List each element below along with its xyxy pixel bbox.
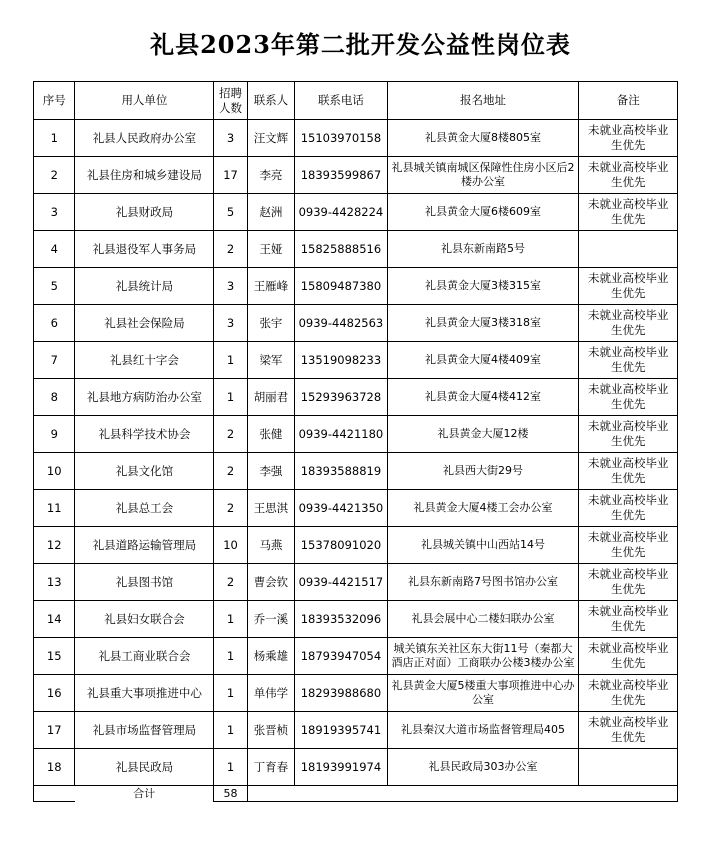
- cell-contact: 丁育春: [247, 749, 295, 786]
- cell-seq: 6: [34, 305, 75, 342]
- cell-seq: 17: [34, 712, 75, 749]
- cell-unit: 礼县红十字会: [75, 342, 214, 379]
- positions-table: [33, 81, 678, 802]
- cell-address: 礼县东新南路5号: [387, 231, 579, 268]
- cell-note: 未就业高校毕业生优先: [579, 638, 678, 675]
- cell-unit: 礼县社会保险局: [75, 305, 214, 342]
- table-row: [34, 490, 678, 527]
- cell-note: 未就业高校毕业生优先: [579, 564, 678, 601]
- cell-unit: 礼县妇女联合会: [75, 601, 214, 638]
- cell-unit: 礼县地方病防治办公室: [75, 379, 214, 416]
- cell-phone: 15378091020: [295, 527, 387, 564]
- table-row: [34, 379, 678, 416]
- table-row: [34, 638, 678, 675]
- table-row: [34, 305, 678, 342]
- cell-unit: 礼县文化馆: [75, 453, 214, 490]
- cell-contact: 张宇: [247, 305, 295, 342]
- cell-address: 礼县城关镇南城区保障性住房小区后2楼办公室: [387, 157, 579, 194]
- table-header-row: [34, 82, 678, 120]
- cell-count: 2: [214, 416, 247, 453]
- cell-contact: 李强: [247, 453, 295, 490]
- cell-seq: 12: [34, 527, 75, 564]
- cell-count: 10: [214, 527, 247, 564]
- cell-unit: 礼县总工会: [75, 490, 214, 527]
- cell-note: 未就业高校毕业生优先: [579, 712, 678, 749]
- cell-address: 礼县黄金大厦4楼工会办公室: [387, 490, 579, 527]
- cell-phone: 15825888516: [295, 231, 387, 268]
- cell-seq: 1: [34, 120, 75, 157]
- cell-address: 礼县秦汉大道市场监督管理局405: [387, 712, 579, 749]
- cell-contact: 汪文辉: [247, 120, 295, 157]
- cell-contact: 王雁峰: [247, 268, 295, 305]
- cell-note: 未就业高校毕业生优先: [579, 453, 678, 490]
- cell-seq: 9: [34, 416, 75, 453]
- cell-phone: 0939-4421350: [295, 490, 387, 527]
- cell-phone: 15103970158: [295, 120, 387, 157]
- cell-phone: 18193991974: [295, 749, 387, 786]
- table-row: [34, 564, 678, 601]
- cell-count: 3: [214, 305, 247, 342]
- cell-unit: 礼县重大事项推进中心: [75, 675, 214, 712]
- cell-phone: 15293963728: [295, 379, 387, 416]
- cell-address: 礼县黄金大厦3楼318室: [387, 305, 579, 342]
- cell-seq: 5: [34, 268, 75, 305]
- col-header-seq: 序号: [34, 82, 75, 120]
- cell-seq: 4: [34, 231, 75, 268]
- cell-note: 未就业高校毕业生优先: [579, 675, 678, 712]
- cell-unit: 礼县财政局: [75, 194, 214, 231]
- col-header-phone: 联系电话: [295, 82, 387, 120]
- cell-contact: 曹会钦: [247, 564, 295, 601]
- cell-phone: 18293988680: [295, 675, 387, 712]
- cell-seq: 2: [34, 157, 75, 194]
- cell-seq: 15: [34, 638, 75, 675]
- cell-unit: 礼县统计局: [75, 268, 214, 305]
- total-spacer: [387, 786, 579, 802]
- cell-address: 礼县西大街29号: [387, 453, 579, 490]
- table-row: [34, 749, 678, 786]
- cell-note: [579, 749, 678, 786]
- cell-count: 1: [214, 712, 247, 749]
- cell-contact: 乔一溪: [247, 601, 295, 638]
- cell-count: 1: [214, 675, 247, 712]
- cell-unit: 礼县退役军人事务局: [75, 231, 214, 268]
- cell-note: 未就业高校毕业生优先: [579, 268, 678, 305]
- cell-phone: 18393599867: [295, 157, 387, 194]
- cell-unit: 礼县工商业联合会: [75, 638, 214, 675]
- cell-count: 3: [214, 268, 247, 305]
- cell-seq: 14: [34, 601, 75, 638]
- cell-note: 未就业高校毕业生优先: [579, 194, 678, 231]
- cell-phone: 18393588819: [295, 453, 387, 490]
- cell-address: 礼县黄金大厦4楼409室: [387, 342, 579, 379]
- cell-seq: 13: [34, 564, 75, 601]
- col-header-contact: 联系人: [247, 82, 295, 120]
- cell-contact: 单伟学: [247, 675, 295, 712]
- cell-contact: 张晋桢: [247, 712, 295, 749]
- cell-note: 未就业高校毕业生优先: [579, 120, 678, 157]
- cell-contact: 王思淇: [247, 490, 295, 527]
- cell-unit: 礼县图书馆: [75, 564, 214, 601]
- cell-count: 1: [214, 749, 247, 786]
- cell-count: 2: [214, 490, 247, 527]
- table-row: [34, 601, 678, 638]
- cell-contact: 胡丽君: [247, 379, 295, 416]
- cell-note: 未就业高校毕业生优先: [579, 379, 678, 416]
- page-title: 礼县2023年第二批开发公益性岗位表: [150, 30, 571, 59]
- cell-address: 礼县民政局303办公室: [387, 749, 579, 786]
- cell-note: [579, 231, 678, 268]
- total-spacer: [295, 786, 387, 802]
- cell-count: 1: [214, 342, 247, 379]
- cell-note: 未就业高校毕业生优先: [579, 527, 678, 564]
- cell-count: 2: [214, 231, 247, 268]
- cell-phone: 0939-4428224: [295, 194, 387, 231]
- cell-contact: 马燕: [247, 527, 295, 564]
- table-row: [34, 120, 678, 157]
- cell-seq: 11: [34, 490, 75, 527]
- total-value: 58: [214, 786, 247, 802]
- cell-address: 礼县黄金大厦3楼315室: [387, 268, 579, 305]
- cell-address: 礼县东新南路7号图书馆办公室: [387, 564, 579, 601]
- total-row: [34, 786, 678, 802]
- table-row: [34, 194, 678, 231]
- table-row: [34, 231, 678, 268]
- cell-seq: 16: [34, 675, 75, 712]
- cell-address: 礼县黄金大厦5楼重大事项推进中心办公室: [387, 675, 579, 712]
- cell-count: 2: [214, 453, 247, 490]
- cell-unit: 礼县科学技术协会: [75, 416, 214, 453]
- cell-phone: 13519098233: [295, 342, 387, 379]
- table-row: [34, 527, 678, 564]
- cell-note: 未就业高校毕业生优先: [579, 490, 678, 527]
- cell-phone: 0939-4421517: [295, 564, 387, 601]
- cell-address: 礼县会展中心二楼妇联办公室: [387, 601, 579, 638]
- col-header-address: 报名地址: [387, 82, 579, 120]
- table-row: [34, 675, 678, 712]
- cell-address: 城关镇东关社区东大街11号（秦都大酒店正对面）工商联办公楼3楼办公室: [387, 638, 579, 675]
- cell-unit: 礼县人民政府办公室: [75, 120, 214, 157]
- cell-note: 未就业高校毕业生优先: [579, 601, 678, 638]
- cell-contact: 李亮: [247, 157, 295, 194]
- cell-note: 未就业高校毕业生优先: [579, 416, 678, 453]
- cell-note: 未就业高校毕业生优先: [579, 342, 678, 379]
- cell-contact: 梁军: [247, 342, 295, 379]
- cell-count: 1: [214, 601, 247, 638]
- cell-phone: 0939-4482563: [295, 305, 387, 342]
- cell-count: 1: [214, 379, 247, 416]
- cell-count: 3: [214, 120, 247, 157]
- table-row: [34, 453, 678, 490]
- col-header-unit: 用人单位: [75, 82, 214, 120]
- table-row: [34, 268, 678, 305]
- cell-address: 礼县城关镇中山西站14号: [387, 527, 579, 564]
- cell-count: 1: [214, 638, 247, 675]
- cell-count: 5: [214, 194, 247, 231]
- col-header-count: 招聘人数: [214, 82, 247, 120]
- cell-unit: 礼县道路运输管理局: [75, 527, 214, 564]
- cell-seq: 8: [34, 379, 75, 416]
- cell-address: 礼县黄金大厦6楼609室: [387, 194, 579, 231]
- cell-address: 礼县黄金大厦8楼805室: [387, 120, 579, 157]
- table-row: [34, 157, 678, 194]
- cell-contact: 王娅: [247, 231, 295, 268]
- cell-seq: 3: [34, 194, 75, 231]
- cell-contact: 赵洲: [247, 194, 295, 231]
- cell-contact: 杨乘雄: [247, 638, 295, 675]
- cell-phone: 0939-4421180: [295, 416, 387, 453]
- cell-note: 未就业高校毕业生优先: [579, 157, 678, 194]
- table-row: [34, 712, 678, 749]
- cell-phone: 15809487380: [295, 268, 387, 305]
- total-spacer: [579, 786, 678, 802]
- cell-note: 未就业高校毕业生优先: [579, 305, 678, 342]
- cell-address: 礼县黄金大厦4楼412室: [387, 379, 579, 416]
- cell-unit: 礼县市场监督管理局: [75, 712, 214, 749]
- table-row: [34, 416, 678, 453]
- cell-phone: 18793947054: [295, 638, 387, 675]
- cell-seq: 10: [34, 453, 75, 490]
- cell-unit: 礼县住房和城乡建设局: [75, 157, 214, 194]
- cell-phone: 18919395741: [295, 712, 387, 749]
- total-label: 合计: [133, 787, 156, 801]
- total-spacer: [247, 786, 295, 802]
- cell-count: 2: [214, 564, 247, 601]
- cell-seq: 18: [34, 749, 75, 786]
- col-header-note: 备注: [579, 82, 678, 120]
- table-row: [34, 342, 678, 379]
- cell-phone: 18393532096: [295, 601, 387, 638]
- cell-seq: 7: [34, 342, 75, 379]
- cell-contact: 张健: [247, 416, 295, 453]
- cell-count: 17: [214, 157, 247, 194]
- cell-unit: 礼县民政局: [75, 749, 214, 786]
- total-spacer: [34, 786, 75, 802]
- cell-address: 礼县黄金大厦12楼: [387, 416, 579, 453]
